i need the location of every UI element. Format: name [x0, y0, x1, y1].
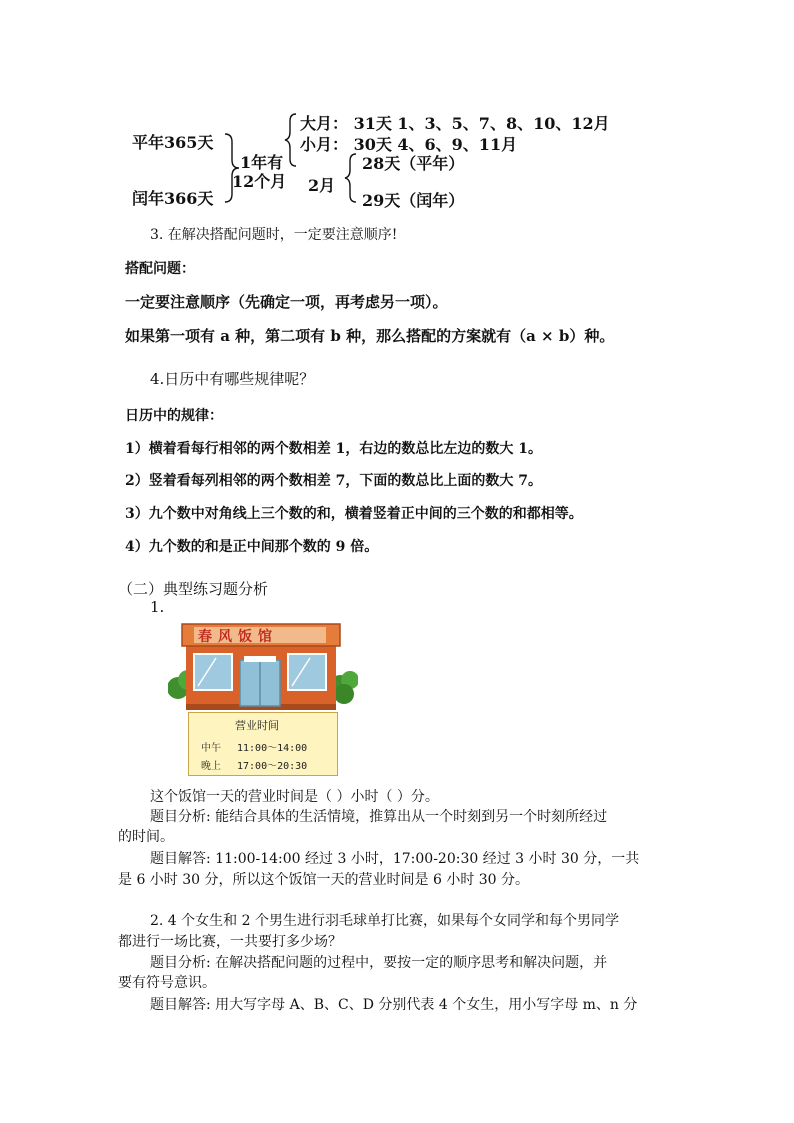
noon-label: 中午	[201, 743, 221, 754]
twelve-months-label: 12个月	[232, 172, 287, 191]
month-brace-icon	[284, 112, 300, 168]
question1-answer-cont: 是 6 小时 30 分，所以这个饭馆一天的营业时间是 6 小时 30 分。	[118, 872, 530, 888]
calendar-rule: 4）九个数的和是正中间那个数的 9 倍。	[125, 539, 379, 555]
question2-analysis: 题目分析: 在解决搭配问题的过程中，要按一定的顺序思考和解决问题，并	[150, 955, 608, 971]
noon-hours: 11:00～14:00	[237, 743, 308, 754]
leap-year-label: 闰年366天	[132, 189, 214, 208]
left-brace-icon	[222, 132, 242, 204]
matching-rule-1: 一定要注意顺序（先确定一项，再考虑另一项）。	[125, 293, 448, 311]
question2-analysis-cont: 要有符号意识。	[118, 975, 216, 991]
calendar-rule: 3）九个数中对角线上三个数的和，横着竖着正中间的三个数的和都相等。	[125, 506, 583, 522]
opening-hours-title: 营业时间	[235, 719, 279, 732]
matching-rule-2: 如果第一项有 a 种，第二项有 b 种，那么搭配的方案就有（a × b）种。	[125, 327, 615, 345]
big-month-row: 大月： 31天 1、3、5、7、8、10、12月	[300, 114, 610, 133]
common-year-label: 平年365天	[132, 133, 214, 152]
restaurant-illustration	[168, 620, 358, 780]
evening-hours: 17:00～20:30	[237, 761, 308, 772]
item4-heading: 4.日历中有哪些规律呢？	[150, 370, 315, 388]
question1-analysis-cont: 的时间。	[118, 829, 174, 845]
matching-problem-title: 搭配问题：	[125, 261, 195, 277]
question1-analysis: 题目分析: 能结合具体的生活情境，推算出从一个时刻到另一个时刻所经过	[150, 809, 608, 825]
february-brace-icon	[344, 152, 360, 204]
february-leap-year: 29天（闰年）	[362, 191, 465, 210]
restaurant-sign: 春风饭馆	[198, 629, 278, 645]
one-year-label: 1年有	[240, 153, 284, 172]
calendar-rule: 1）横着看每行相邻的两个数相差 1，右边的数总比左边的数大 1。	[125, 441, 542, 457]
calendar-rule: 2）竖着看每列相邻的两个数相差 7，下面的数总比上面的数大 7。	[125, 473, 542, 489]
item3-heading: 3. 在解决搭配问题时，一定要注意顺序!	[150, 227, 398, 243]
question2-text: 2. 4 个女生和 2 个男生进行羽毛球单打比赛，如果每个女同学和每个男同学	[150, 913, 619, 929]
question1-answer: 题目解答: 11:00-14:00 经过 3 小时，17:00-20:30 经过 3 小时 30 分，一共	[150, 851, 640, 867]
opening-hours-card	[188, 712, 338, 776]
february-common-year: 28天（平年）	[362, 154, 465, 173]
evening-label: 晚上	[201, 761, 221, 772]
calendar-rules-title: 日历中的规律：	[125, 408, 223, 424]
small-month-row: 小月： 30天 4、6、9、11月	[300, 135, 518, 154]
february-label: 2月	[308, 176, 336, 195]
question2-text-cont: 都进行一场比赛，一共要打多少场？	[118, 934, 342, 950]
question1-text: 这个饭馆一天的营业时间是（ ）小时（ ）分。	[150, 789, 439, 805]
question2-answer: 题目解答: 用大写字母 A、B、C、D 分别代表 4 个女生，用小写字母 m、n 分	[150, 997, 638, 1013]
section2-title: （二）典型练习题分析	[118, 580, 269, 598]
question1-number: 1.	[150, 598, 165, 616]
